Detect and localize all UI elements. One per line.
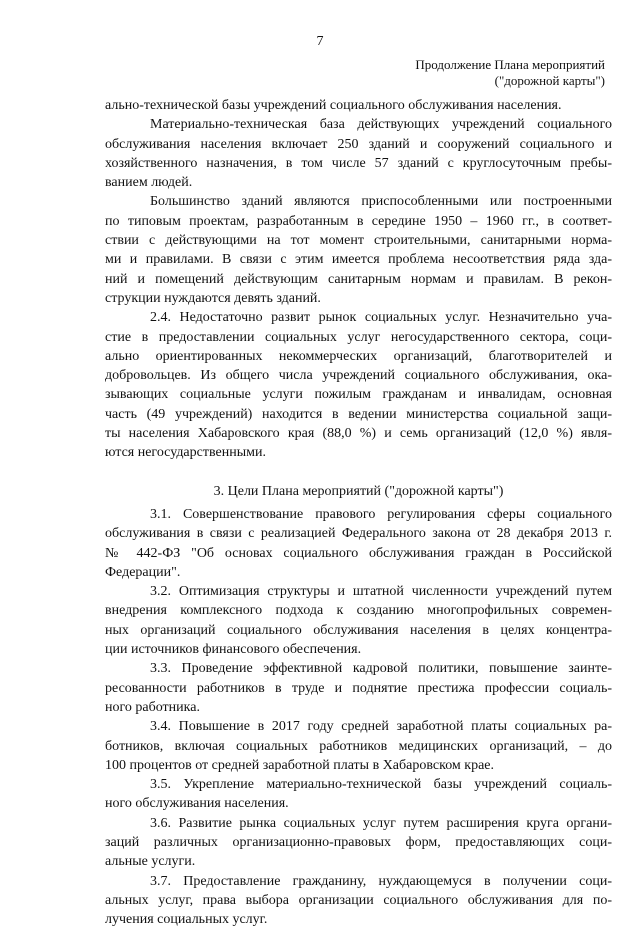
- paragraph: [105, 582, 612, 659]
- text-line: ного работника.: [105, 699, 200, 715]
- text-line: ных организаций социального обслуживания населения в целях концентра-: [105, 622, 612, 638]
- continuation-note: [305, 57, 605, 89]
- text-line: ально ориентированных некоммерческих организаций, благотворителей и: [105, 348, 612, 364]
- paragraph: [105, 505, 612, 582]
- text-line: ствии с действующими на тот момент строительными, санитарными норма-: [105, 233, 612, 249]
- text-line: стие в предоставлении социальных услуг негосударственного сектора, соци-: [105, 329, 612, 345]
- paragraph: [105, 717, 612, 775]
- paragraph: [105, 814, 612, 872]
- text-line: ции источников финансового обеспечения.: [105, 642, 362, 658]
- paragraph: [105, 192, 612, 308]
- text-line: ного обслуживания населения.: [105, 796, 289, 812]
- text-line: ресованности работников в труде и поднятие престижа профессии социаль-: [105, 680, 612, 696]
- text-line: струкции нуждаются девять зданий.: [105, 290, 321, 306]
- text-line: часть (49 учреждений) находится в ведении министерства социальной защи-: [105, 406, 612, 422]
- text-line: 100 процентов от средней заработной платы в Хабаровском крае.: [105, 757, 495, 773]
- text-line: Федерации".: [105, 564, 181, 580]
- text-line: 3.4. Повышение в 2017 году средней заработной платы социальных ра-: [150, 719, 612, 735]
- text-line: лучения социальных услуг.: [105, 912, 268, 928]
- text-line: альные услуги.: [105, 854, 196, 870]
- text-line: ми и правилами. В связи с этим имеется проблема несоответствия ряда зда-: [105, 252, 612, 268]
- text-line: ний и помещений действующим санитарным нормам и правилам. В рекон-: [105, 271, 612, 287]
- paragraph: [105, 308, 612, 462]
- text-line: 3.1. Совершенствование правового регулирования сферы социального: [150, 506, 612, 522]
- text-line: заций различных организационно-правовых форм, предоставляющих соци-: [105, 834, 612, 850]
- document-body: [105, 96, 612, 929]
- text-line: зывающих социальные услуги пожилым гражданам и инвалидам, основная: [105, 387, 612, 403]
- paragraph: [105, 872, 612, 929]
- text-line: 3.5. Укрепление материально-технической базы учреждений социаль-: [150, 777, 612, 793]
- page-number: 7: [316, 34, 324, 49]
- text-line: ются негосударственными.: [105, 445, 266, 461]
- text-line: 3.6. Развитие рынка социальных услуг путем расширения круга органи-: [150, 815, 612, 831]
- text-line: хозяйственного назначения, в том числе 57 зданий с круглосуточным пребы-: [105, 155, 612, 171]
- text-line: 3.7. Предоставление гражданину, нуждающемуся в получении соци-: [150, 873, 612, 889]
- paragraph: [105, 775, 612, 814]
- text-line: ты населения Хабаровского края (88,0 %) и семь организаций (12,0 %) явля-: [105, 426, 612, 442]
- paragraph: [105, 96, 612, 115]
- text-line: добровольцев. Из общего числа учреждений социального обслуживания, ока-: [105, 368, 612, 384]
- text-line: 3.2. Оптимизация структуры и штатной численности учреждений путем: [150, 584, 612, 600]
- text-line: ботников, включая социальных работников медицинских организаций, – до: [105, 738, 612, 754]
- section-spacer: [105, 463, 612, 482]
- section-heading: [105, 482, 612, 501]
- text-line: внедрения комплексного подхода к созданию многопрофильных современ-: [105, 603, 612, 619]
- text-line: ванием людей.: [105, 175, 193, 191]
- paragraph: [105, 115, 612, 192]
- text-line: № 442-ФЗ "Об основах социального обслуживания граждан в Российской: [105, 545, 612, 561]
- text-line: 2.4. Недостаточно развит рынок социальных услуг. Незначительно уча-: [150, 310, 612, 326]
- text-line: 3.3. Проведение эффективной кадровой политики, повышение заинте-: [150, 661, 612, 677]
- text-line: обслуживания в связи с реализацией Федерального закона от 28 декабря 2013 г.: [105, 526, 612, 542]
- continuation-line: Продолжение Плана мероприятий: [415, 57, 605, 72]
- text-line: Большинство зданий являются приспособленными или построенными: [150, 194, 612, 210]
- text-line: альных услуг, права выбора организации социального обслуживания для по-: [105, 892, 612, 908]
- text-line: Материально-техническая база действующих учреждений социального: [150, 117, 612, 133]
- text-line: обслуживания населения включает 250 зданий и сооружений социального и: [105, 136, 612, 152]
- continuation-line: ("дорожной карты"): [494, 73, 605, 88]
- text-line: ально-технической базы учреждений социального обслуживания населения.: [105, 98, 562, 113]
- heading-line: 3. Цели Плана мероприятий ("дорожной карты"): [213, 483, 504, 499]
- text-line: по типовым проектам, разработанным в середине 1950 – 1960 гг., в соответ-: [105, 213, 612, 229]
- paragraph: [105, 659, 612, 717]
